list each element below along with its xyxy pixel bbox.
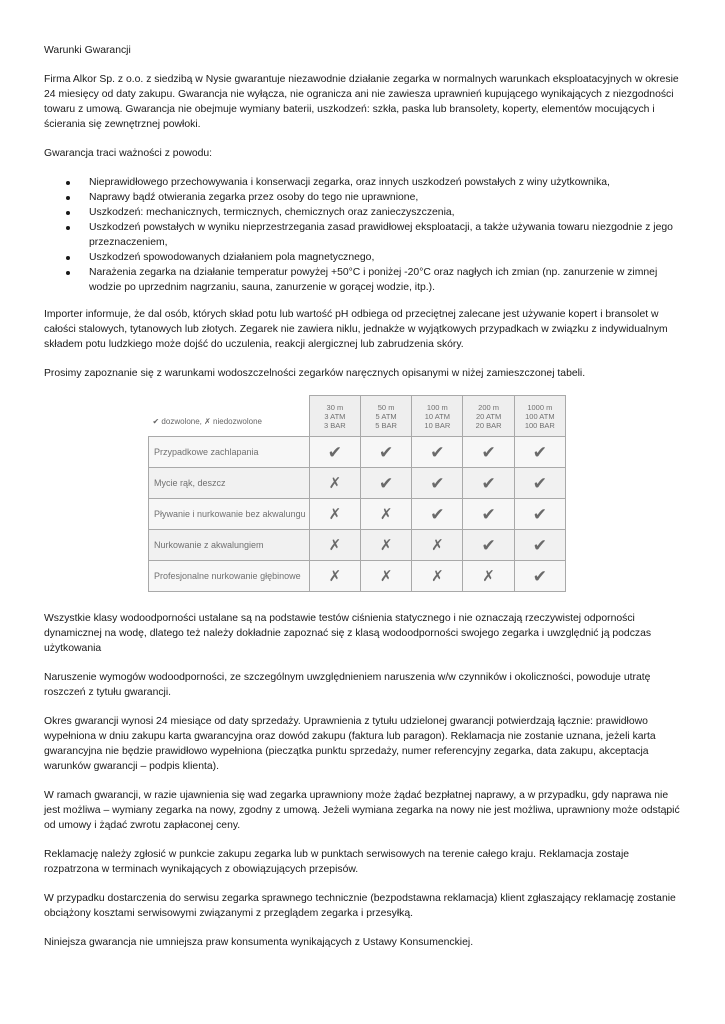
allowed-check-icon: ✔ — [514, 530, 565, 561]
loss-reason-item: Uszkodzeń powstałych w wyniku nieprzestrzegania zasad prawidłowej eksploatacji, a także używania towaru niezgodnie z jego przeznaczeniem, — [89, 220, 684, 250]
table-row — [149, 437, 566, 468]
forbidden-cross-icon: ✗ — [309, 499, 360, 530]
loss-reason-item: Naprawy bądź otwierania zegarka przez osoby do tego nie uprawnione, — [89, 190, 684, 205]
column-header: 1000 m 100 ATM 100 BAR — [514, 396, 565, 437]
water-resistance-table-image — [148, 395, 566, 592]
column-header: 30 m 3 ATM 3 BAR — [309, 396, 360, 437]
forbidden-cross-icon: ✗ — [361, 561, 412, 592]
complaint-paragraph: Reklamację należy zgłosić w punkcie zakupu zegarka lub w punktach serwisowych na terenie całego kraju. Reklamacja zostaje rozpatrzona w terminach wynikających z obowiązujących przepisów. — [44, 849, 630, 875]
allowed-check-icon: ✔ — [412, 437, 463, 468]
table-row — [149, 530, 566, 561]
allowed-check-icon: ✔ — [463, 468, 514, 499]
activity-label: Profesjonalne nurkowanie głębinowe — [149, 561, 310, 592]
forbidden-cross-icon: ✗ — [412, 530, 463, 561]
allowed-check-icon: ✔ — [463, 499, 514, 530]
violation-paragraph: Naruszenie wymogów wodoodporności, ze szczególnym uwzględnieniem naruszenia w/w czynników i okoliczności, powoduje utratę roszczeń z tytułu gwarancji. — [44, 672, 651, 698]
activity-label: Przypadkowe zachlapania — [149, 437, 310, 468]
table-row — [149, 561, 566, 592]
loss-reason-item: Nieprawidłowego przechowywania i konserwacji zegarka, oraz innych uszkodzeń powstałych z winy użytkownika, — [89, 175, 684, 190]
intro-paragraph: Firma Alkor Sp. z o.o. z siedzibą w Nysie gwarantuje niezawodnie działanie zegarka w normalnych warunkach eksploatacyjnych w okresie 24 miesięcy od daty zakupu. Gwarancja nie wyłącza, nie ogranicza ani nie zawiesza uprawnień kupującego wynikających z niezgodności towaru z umową. Gwarancja nie obejmuje wymiany baterii, uszkodzeń: szkła, paska lub bransolety, koperty, elementów mocujących i ścierania się zewnętrznej powłoki. — [44, 74, 679, 130]
allowed-check-icon: ✔ — [514, 561, 565, 592]
period-paragraph: Okres gwarancji wynosi 24 miesiące od daty sprzedaży. Uprawnienia z tytułu udzielonej gwarancji potwierdzają łącznie: prawidłowo wypełniona w dniu zakupu karta gwarancyjna oraz dowód zakupu (faktura lub paragon). Reklamacja nie zostanie uznana, jeżeli karta gwarancyjna nie będzie prawidłowo wypełniona (pieczątka punktu sprzedaży, numer referencyjny zegarka, data zakupu, akceptacja warunków gwarancji – podpis klienta). — [44, 716, 656, 772]
water-resistance-table — [148, 395, 566, 592]
table-row — [149, 499, 566, 530]
classes-paragraph: Wszystkie klasy wodoodporności ustalane są na podstawie testów ciśnienia statycznego i nie oznaczają rzeczywistej odporności dynamicznej na wodę, dlatego też należy dokładnie zapoznać się z klasą wodoodporności swojego zegarka i uwzględnić ją podczas użytkowania — [44, 613, 652, 654]
document-title: Warunki Gwarancji — [44, 45, 131, 56]
column-header: 200 m 20 ATM 20 BAR — [463, 396, 514, 437]
costs-paragraph: W przypadku dostarczenia do serwisu zegarka sprawnego technicznie (bezpodstawna reklamacja) klient zgłaszający reklamację zostanie obciążony kosztami serwisowymi związanymi z przeglądem zegarka i przesyłką. — [44, 893, 676, 919]
repair-paragraph: W ramach gwarancji, w razie ujawnienia się wad zegarka uprawniony może żądać bezpłatnej naprawy, a w przypadku, gdy naprawa nie jest możliwa – wymiany zegarka na nowy, zgodny z umową. Jeżeli wymiana zegarka na nowy nie jest możliwa, uprawniony może odstąpić od umowy i żądać zwrotu zapłaconej ceny. — [44, 790, 680, 831]
column-header: 100 m 10 ATM 10 BAR — [412, 396, 463, 437]
allowed-check-icon: ✔ — [514, 437, 565, 468]
column-header: 50 m 5 ATM 5 BAR — [361, 396, 412, 437]
importer-paragraph: Importer informuje, że dal osób, których skład potu lub wartość pH odbiega od przeciętnej zalecane jest używanie kopert i bransolet w całości stalowych, tytanowych lub złotych. Zegarek nie zawiera niklu, jednakże w wyjątkowych przypadkach w związku z indywidualnym składem potu ludzkiego może dojść do uczulenia, reakcji alergicznej lub zabrudzenia skóry. — [44, 309, 668, 350]
table-legend: ✔ dozwolone, ✗ niedozwolone — [149, 396, 310, 437]
table-intro-paragraph: Prosimy zapoznanie się z warunkami wodoszczelności zegarków naręcznych opisanymi w niżej zamieszczonej tabeli. — [44, 368, 586, 379]
loss-reasons-list — [44, 175, 684, 295]
allowed-check-icon: ✔ — [514, 468, 565, 499]
loss-reason-item: Uszkodzeń spowodowanych działaniem pola magnetycznego, — [89, 250, 684, 265]
loss-reason-item: Uszkodzeń: mechanicznych, termicznych, chemicznych oraz zanieczyszczenia, — [89, 205, 684, 220]
forbidden-cross-icon: ✗ — [361, 530, 412, 561]
forbidden-cross-icon: ✗ — [361, 499, 412, 530]
activity-label: Mycie rąk, deszcz — [149, 468, 310, 499]
consumer-paragraph: Niniejsza gwarancja nie umniejsza praw konsumenta wynikających z Ustawy Konsumenckiej. — [44, 937, 474, 948]
allowed-check-icon: ✔ — [514, 499, 565, 530]
loss-reason-item: Narażenia zegarka na działanie temperatur powyżej +50°C i poniżej -20°C oraz nagłych ich zmian (np. zanurzenie w zimnej wodzie po uprzednim nagrzaniu, sauna, zanurzenie w gorącej wodzie, itp.). — [89, 265, 684, 295]
activity-label: Pływanie i nurkowanie bez akwalungu — [149, 499, 310, 530]
table-row — [149, 468, 566, 499]
allowed-check-icon: ✔ — [463, 437, 514, 468]
activity-label: Nurkowanie z akwalungiem — [149, 530, 310, 561]
loss-intro-paragraph: Gwarancja traci ważności z powodu: — [44, 148, 213, 159]
forbidden-cross-icon: ✗ — [463, 561, 514, 592]
forbidden-cross-icon: ✗ — [309, 468, 360, 499]
allowed-check-icon: ✔ — [309, 437, 360, 468]
allowed-check-icon: ✔ — [361, 437, 412, 468]
forbidden-cross-icon: ✗ — [309, 530, 360, 561]
forbidden-cross-icon: ✗ — [412, 561, 463, 592]
allowed-check-icon: ✔ — [412, 499, 463, 530]
warranty-document — [44, 43, 684, 964]
allowed-check-icon: ✔ — [412, 468, 463, 499]
allowed-check-icon: ✔ — [361, 468, 412, 499]
allowed-check-icon: ✔ — [463, 530, 514, 561]
forbidden-cross-icon: ✗ — [309, 561, 360, 592]
